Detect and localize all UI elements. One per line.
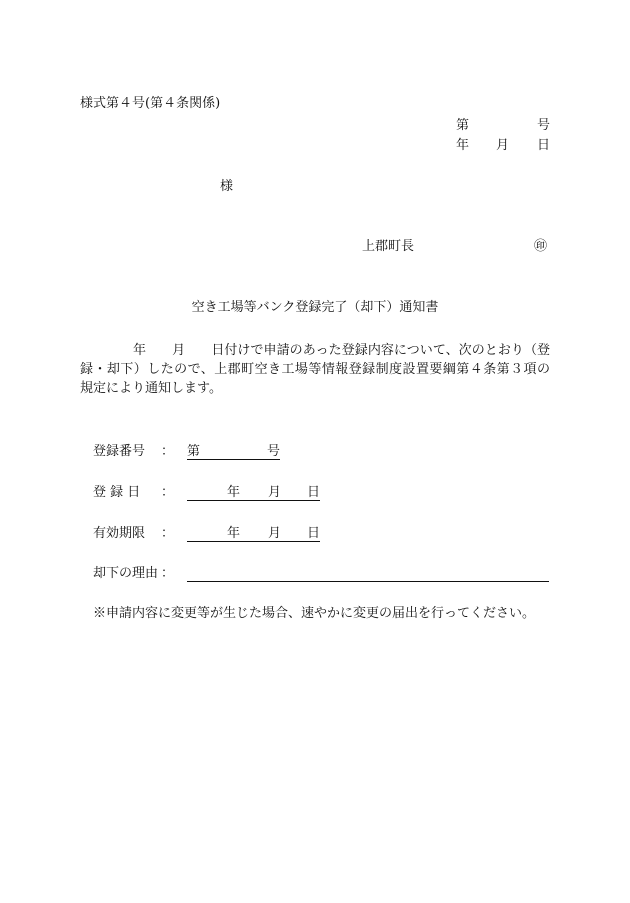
reg-date-field [187, 485, 320, 501]
reg-date-label: 登 録 日 [93, 485, 141, 500]
reject-reason-field [187, 566, 549, 582]
valid-until-month: 月 [268, 526, 282, 541]
seal-mark: ㊞ [534, 239, 548, 254]
body-line-2: 録・却下）したので、上郡町空き工場等情報登録制度設置要綱第４条第３項の [80, 362, 550, 377]
valid-until-label: 有効期限 [93, 526, 146, 541]
document-title: 空き工場等バンク登録完了（却下）通知書 [191, 300, 439, 315]
reg-number-field [187, 444, 280, 460]
valid-until-field [187, 526, 320, 542]
doc-number-suffix: 号 [537, 118, 551, 133]
note-text: ※申請内容に変更等が生じた場合、速やかに変更の届出を行ってください。 [93, 606, 536, 621]
reg-number-label: 登録番号 [93, 444, 146, 459]
reject-reason-label: 却下の理由 [93, 566, 159, 581]
form-number: 様式第４号(第４条関係) [80, 96, 221, 111]
valid-until-year: 年 [227, 526, 241, 541]
reg-date-colon: ： [161, 485, 175, 500]
date-year: 年 [456, 138, 470, 153]
body-line-3: 規定により通知します。 [80, 381, 222, 396]
reg-date-day: 日 [306, 485, 320, 500]
body-line-1: 年 月 日付けで申請のあった登録内容について、次のとおり（登 [133, 343, 550, 358]
reg-number-prefix: 第 [187, 444, 201, 459]
reg-number-colon: ： [161, 444, 175, 459]
reg-date-year: 年 [227, 485, 241, 500]
valid-until-colon: ： [161, 526, 175, 541]
reg-date-month: 月 [268, 485, 282, 500]
recipient-suffix: 様 [220, 179, 234, 194]
reject-reason-colon: ： [161, 566, 175, 581]
date-day: 日 [537, 138, 551, 153]
issuer-title: 上郡町長 [362, 239, 415, 254]
valid-until-day: 日 [306, 526, 320, 541]
date-month: 月 [496, 138, 510, 153]
doc-number-prefix: 第 [456, 118, 470, 133]
reg-number-suffix: 号 [266, 444, 280, 459]
